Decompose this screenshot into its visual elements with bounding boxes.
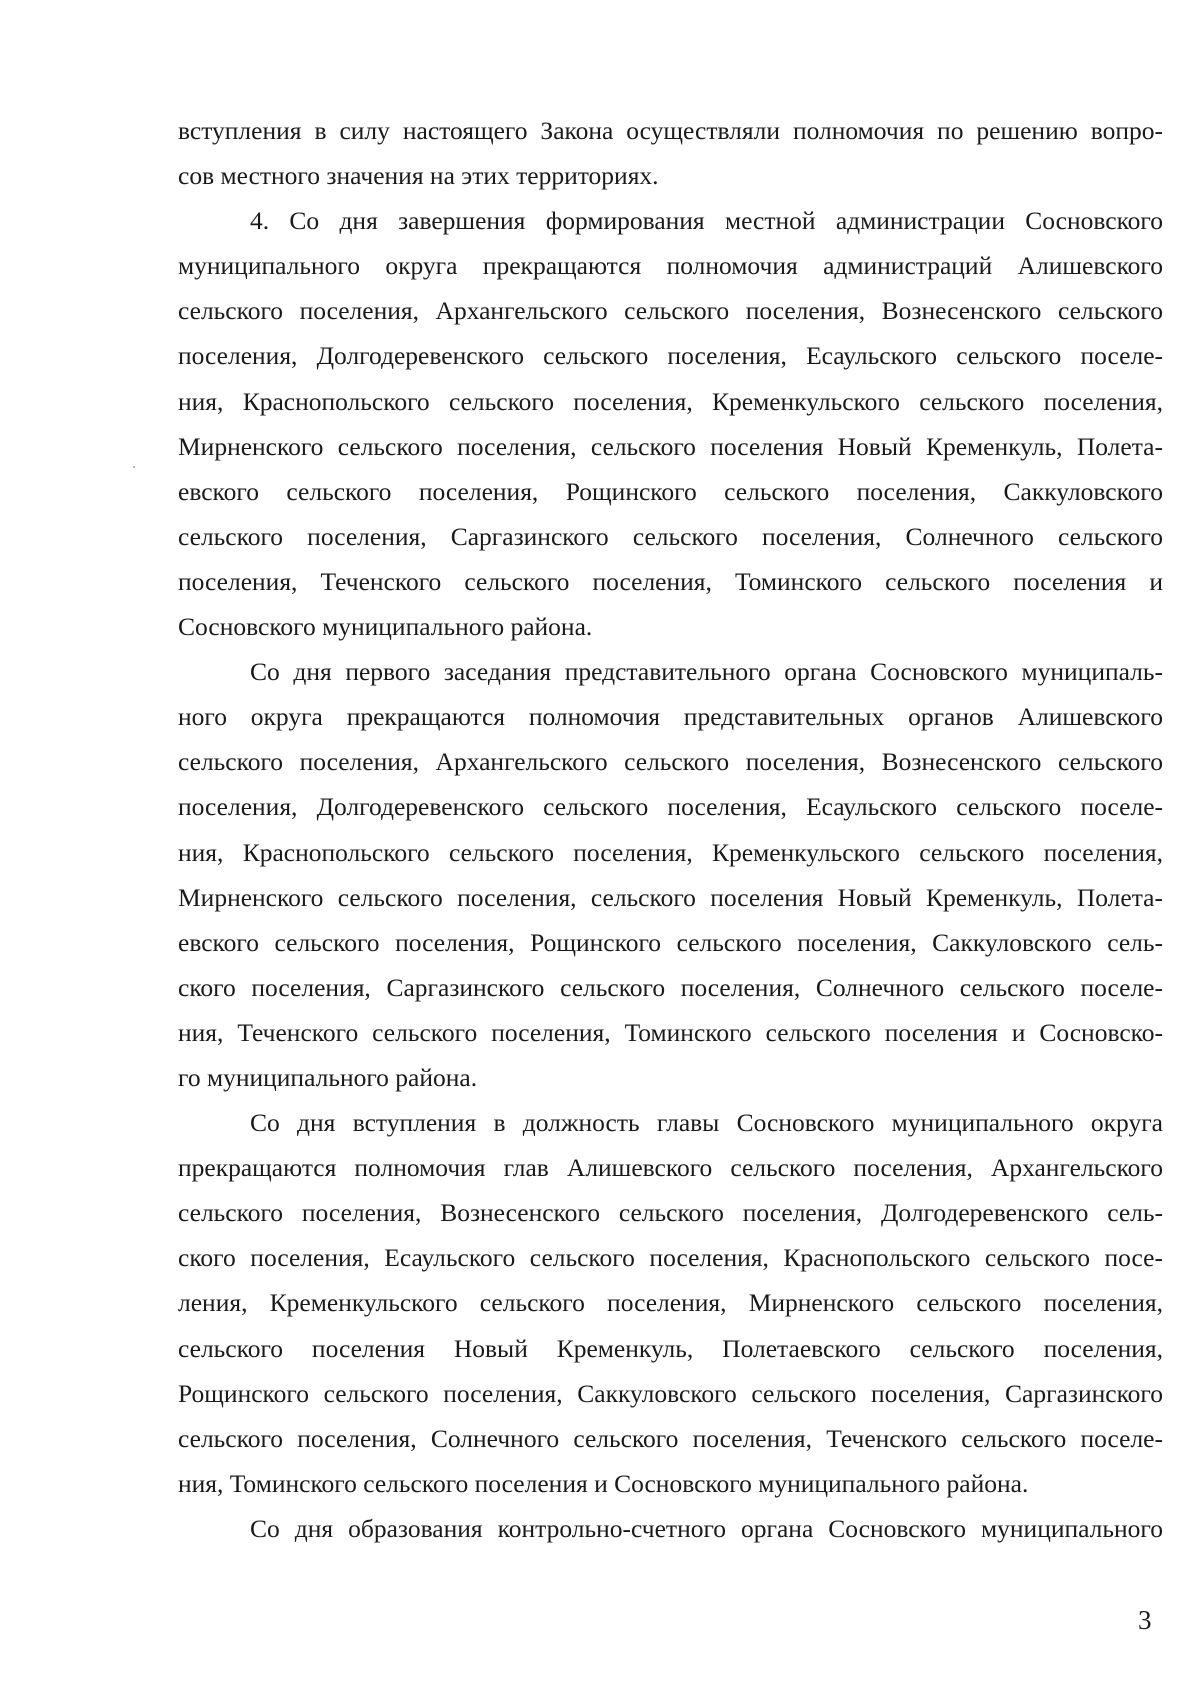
- text-line: Мирненского сельского поселения, сельского поселения Новый Кременкуль, Полета-: [178, 431, 1163, 461]
- paragraph-representative-body: [178, 649, 1163, 1100]
- scan-speck: [133, 466, 135, 468]
- text-line: Сосновского муниципального района.: [178, 612, 593, 642]
- text-line: ния, Краснопольского сельского поселения, Кременкульского сельского поселения,: [178, 837, 1163, 867]
- text-line: евского сельского поселения, Рощинского сельского поселения, Саккуловского: [178, 476, 1163, 506]
- text-line: ского поселения, Есаульского сельского поселения, Краснопольского сельского посе-: [178, 1243, 1163, 1273]
- text-line: прекращаются полномочия глав Алишевского сельского поселения, Архангельского: [178, 1153, 1163, 1183]
- text-line: сельского поселения, Саргазинского сельского поселения, Солнечного сельского: [178, 521, 1163, 551]
- text-line: поселения, Долгодеревенского сельского поселения, Есаульского сельского поселе-: [178, 341, 1163, 371]
- text-line: ления, Кременкульского сельского поселения, Мирненского сельского поселения,: [178, 1288, 1163, 1318]
- text-line: Со дня образования контрольно-счетного органа Сосновского муниципального: [250, 1513, 1163, 1543]
- text-line: Рощинского сельского поселения, Саккуловского сельского поселения, Саргазинского: [178, 1378, 1163, 1408]
- text-line: сельского поселения, Архангельского сельского поселения, Вознесенского сельского: [178, 747, 1163, 777]
- text-line: сельского поселения Новый Кременкуль, Полетаевского сельского поселения,: [178, 1333, 1163, 1363]
- text-line: сельского поселения, Архангельского сельского поселения, Вознесенского сельского: [178, 296, 1163, 326]
- paragraph-audit-body: [178, 1506, 1163, 1551]
- text-line: муниципального округа прекращаются полномочия администраций Алишевского: [178, 251, 1163, 281]
- page-number: 3: [1138, 1605, 1152, 1635]
- text-line: сов местного значения на этих территориях.: [178, 161, 659, 191]
- text-line: ния, Теченского сельского поселения, Томинского сельского поселения и Сосновско-: [178, 1017, 1163, 1047]
- text-line: ского поселения, Саргазинского сельского поселения, Солнечного сельского поселе-: [178, 972, 1163, 1002]
- text-line: Мирненского сельского поселения, сельского поселения Новый Кременкуль, Полета-: [178, 882, 1163, 912]
- text-line: Со дня первого заседания представительного органа Сосновского муниципаль-: [250, 657, 1163, 687]
- document-body: [178, 108, 1163, 1551]
- text-line: ния, Томинского сельского поселения и Сосновского муниципального района.: [178, 1468, 1029, 1498]
- text-line: ния, Краснопольского сельского поселения, Кременкульского сельского поселения,: [178, 386, 1163, 416]
- text-line: поселения, Долгодеревенского сельского поселения, Есаульского сельского поселе-: [178, 792, 1163, 822]
- text-line: Со дня вступления в должность главы Сосновского муниципального округа: [250, 1108, 1163, 1138]
- text-line: ного округа прекращаются полномочия представительных органов Алишевского: [178, 702, 1163, 732]
- text-line: сельского поселения, Вознесенского сельского поселения, Долгодеревенского сель-: [178, 1198, 1163, 1228]
- text-line: 4. Со дня завершения формирования местной администрации Сосновского: [250, 206, 1163, 236]
- text-line: сельского поселения, Солнечного сельского поселения, Теченского сельского поселе-: [178, 1423, 1163, 1453]
- paragraph-continuation: [178, 108, 1163, 198]
- paragraph-head-of-district: [178, 1100, 1163, 1506]
- paragraph-item-4: [178, 198, 1163, 649]
- text-line: вступления в силу настоящего Закона осуществляли полномочия по решению вопро-: [178, 116, 1163, 145]
- text-line: евского сельского поселения, Рощинского сельского поселения, Саккуловского сель-: [178, 927, 1163, 957]
- text-line: поселения, Теченского сельского поселения, Томинского сельского поселения и: [178, 566, 1163, 596]
- text-line: го муниципального района.: [178, 1062, 478, 1092]
